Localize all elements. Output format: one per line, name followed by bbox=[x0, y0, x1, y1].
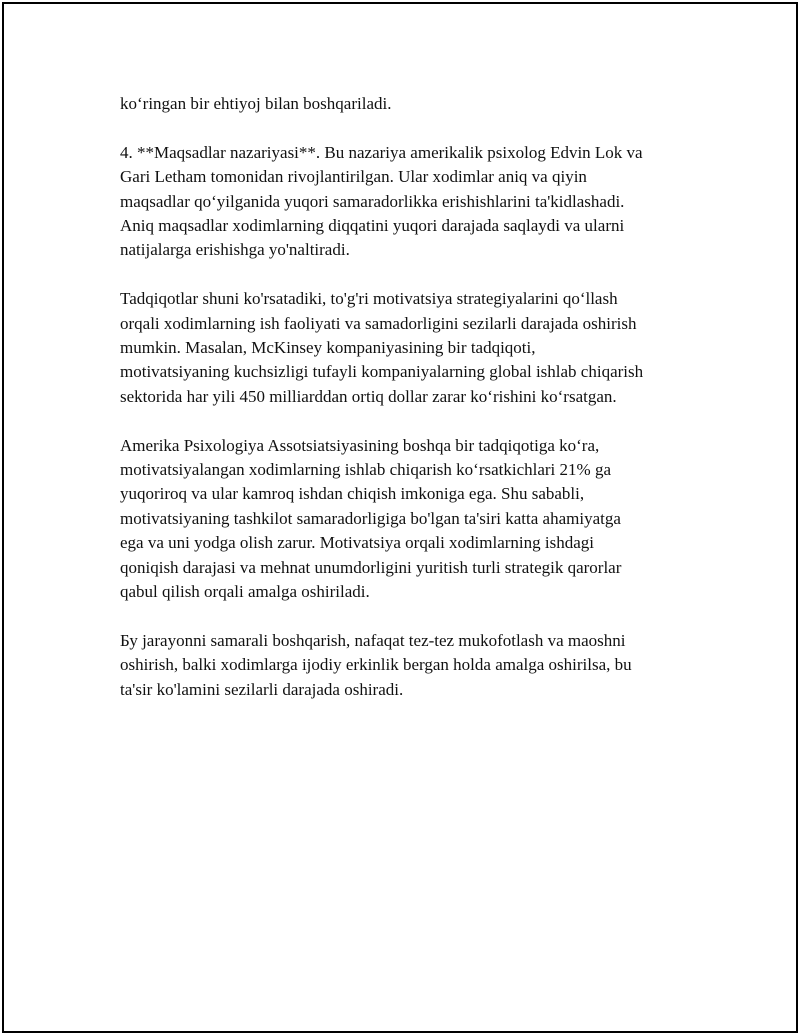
document-page bbox=[2, 2, 798, 1033]
paragraph-apa-study: Amerika Psixologiya Assotsiatsiyasining boshqa bir tadqiqotiga ko‘ra, motivatsiyalangan xodimlarning ishlab chiqarish ko‘rsatkichlari 21% ga yuqoriroq va ular kamroq ishdan chiqish imkoniga ega. Shu sababli, motivatsiyaning tashkilot samaradorligiga bo'lgan ta'siri katta ahamiyatga ega va uni yodga olish zarur. Motivatsiya orqali xodimlarning ishdagi qoniqish darajasi va mehnat unumdorligini yuritish turli strategik qarorlar qabul qilish orqali amalga oshiriladi. bbox=[120, 435, 622, 602]
paragraph-research-mckinsey: Tadqiqotlar shuni ko'rsatadiki, to'g'ri motivatsiya strategiyalarini qo‘llash orqali xodimlarning ish faoliyati va samadorligini sezilarli darajada oshirish mumkin. Masalan, McKinsey kompaniyasining bir tadqiqoti, motivatsiyaning kuchsizligi tufayli kompaniyalarning global ishlab chiqarish sektorida har yili 450 milliarddan ortiq dollar zarar ko‘rishini ko‘rsatgan. bbox=[120, 289, 644, 406]
paragraph-continuation: ko‘ringan bir ehtiyoj bilan boshqariladi. bbox=[120, 94, 392, 113]
paragraph-goal-theory: 4. **Maqsadlar nazariyasi**. Bu nazariya amerikalik psixolog Edvin Lok va Gari Letham tomonidan rivojlantirilgan. Ular xodimlar aniq va qiyin maqsadlar qo‘yilganida yuqori samaradorlikka erishishlarini ta'kidlashadi. Aniq maqsadlar xodimlarning diqqatini yuqori darajada saqlaydi va ularni natijalarga erishishga yo'naltiradi. bbox=[120, 142, 643, 260]
document-body bbox=[120, 92, 710, 726]
paragraph-conclusion: Бу jarayonni samarali boshqarish, nafaqat tez-tez mukofotlash va maoshni oshirish, balki xodimlarga ijodiy erkinlik bergan holda amalga oshirilsa, bu ta'sir ko'lamini sezilarli darajada oshiradi. bbox=[120, 630, 632, 699]
